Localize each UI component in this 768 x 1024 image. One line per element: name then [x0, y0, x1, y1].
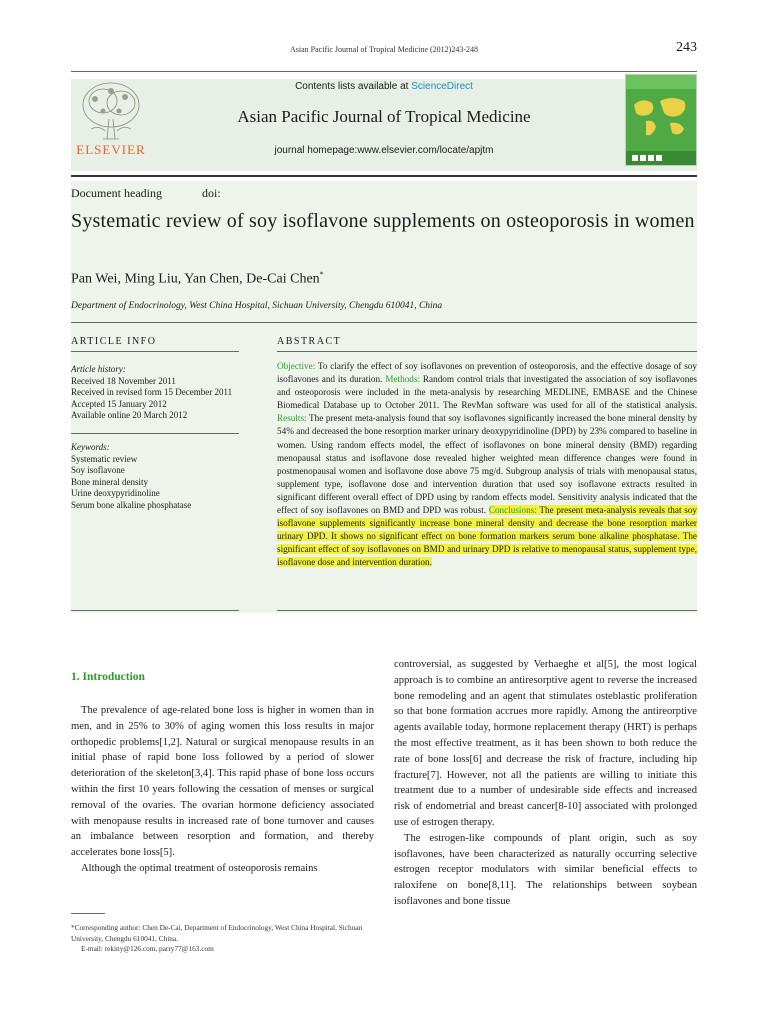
masthead-bottom-rule — [71, 175, 697, 177]
article-history — [71, 364, 241, 422]
keyword-item: Bone mineral density — [71, 476, 148, 487]
abstract-body — [277, 360, 697, 570]
history-label: Article history: — [71, 364, 126, 374]
keywords-label: Keywords: — [71, 442, 110, 452]
results-text: The present meta-analysis found that soy isoflavones significantly increased the bone mineral density by 54% and decreased the bone resorption marker urinary deoxypyridinoline (DPD) by 23% compared to baseline in women. Using random effects model, the effect of isoflavones on bone mineral density (BMD) regarding menopausal status and isoflavone dose revealed higher weighted mean difference changes were found in postmenopausal women and isoflavone dose above 75 mg/d. Subgroup analysis of trials with menopausal status, supplement type, isoflavone dose and intervention duration that used soy isoflavone extracts resulted in significant different overall effect of DPD using by random effects model. Sensitivity analysis indicated that the effect of soy isoflavones on BMD and DPD was robust. — [277, 413, 697, 516]
contents-prefix: Contents lists available at — [295, 81, 412, 92]
keyword-item: Systematic review — [71, 453, 138, 464]
abstract-bottom-rule — [277, 610, 697, 611]
email-note: E-mail: rekiny@126.com, parry77@163.com — [81, 944, 214, 953]
objective-label: Objective: — [277, 361, 316, 371]
journal-masthead — [71, 79, 697, 171]
journal-homepage[interactable]: journal homepage:www.elsevier.com/locate/apjtm — [274, 145, 494, 156]
running-head: Asian Pacific Journal of Tropical Medicine (2012)243-248 — [290, 45, 478, 54]
conclusions-label: Conclusions: — [488, 505, 537, 516]
objective-text: To clarify the effect of soy isoflavones on prevention of osteoporosis, and the effective dosage of soy isoflavones and its duration. — [277, 361, 697, 385]
footnote-rule — [71, 913, 105, 914]
history-item: Received in revised form 15 December 2011 — [71, 387, 233, 397]
results-label: Results: — [277, 413, 307, 424]
section-heading-introduction: 1. Introduction — [71, 671, 145, 683]
body-paragraph: The prevalence of age-related bone loss is higher in women than in men, and in 25% to 30% of aging women this loss results in major orthopedic problems[1,2]. Natural or surgical menopause results in an initial phase of rapid bone loss followed by a period of slower deterioration of the skeleton[3,4]. This rapid phase of bone loss occurs within the first 10 years following the cessation of menses or surgical removal of the ovaries. The ovarian hormone deficiency associated with menopause results in increased rate of bone turnover and causes an imbalance between resorption and formation, and thereby accelerates bone loss[5]. — [71, 705, 374, 859]
methods-label: Methods: — [385, 374, 421, 385]
article-info-rule — [71, 351, 239, 352]
keywords-block — [71, 442, 241, 511]
body-paragraph: Although the optimal treatment of osteoporosis remains — [81, 862, 318, 874]
corresponding-author-mark: * — [319, 270, 324, 279]
keyword-item: Serum bone alkaline phosphatase — [71, 499, 192, 510]
history-item: Available online 20 March 2012 — [71, 410, 188, 420]
article-info-heading: ARTICLE INFO — [71, 336, 157, 347]
doi-label: doi: — [202, 186, 221, 200]
document-heading: Document heading — [71, 186, 162, 200]
body-paragraph: The estrogen-like compounds of plant origin, such as soy isoflavones, have been characterized as naturally occurring selective estrogen receptor modulators with similar beneficial effects to raloxifene on bone[8,11]. The relationships between soybean isoflavones and bone tissue — [394, 832, 697, 907]
corresponding-author-note: *Corresponding author: Chen De-Cai, Department of Endocrinology, West China Hospital, Sichuan University, Chengdu 610041, China. — [71, 923, 363, 943]
footnote — [71, 923, 376, 955]
keyword-item: Soy isoflavone — [71, 465, 125, 475]
article-title: Systematic review of soy isoflavone supplements on osteoporosis in women — [71, 210, 695, 232]
author-list — [71, 270, 324, 288]
sciencedirect-link[interactable]: ScienceDirect — [411, 81, 473, 92]
contents-line — [71, 81, 697, 92]
abstract-heading: ABSTRACT — [277, 336, 342, 347]
abstract-rule — [277, 351, 697, 352]
history-rule — [71, 433, 239, 434]
history-item: Accepted 15 January 2012 — [71, 398, 167, 409]
page-number: 243 — [676, 40, 697, 55]
publisher-logo-text: ELSEVIER — [76, 142, 146, 157]
affiliation: Department of Endocrinology, West China Hospital, Sichuan University, Chengdu 610041, China — [71, 301, 443, 311]
keywords-bottom-rule — [71, 610, 239, 611]
history-item: Received 18 November 2011 — [71, 375, 176, 386]
journal-title: Asian Pacific Journal of Tropical Medicine — [237, 107, 531, 126]
body-paragraph: controversial, as suggested by Verhaeghe et al[5], the most logical approach is to combine an antiresorptive agent to reverse the increased bone remodeling and an agent that stimulates osteblastic proliferation so that bone formation accrues more rapidly. Among the antireorptive agents available today, hormone replacement therapy (HRT) is perhaps the most effective treatment, as it has been shown to both reduce the rate of bone loss[6] and decrease the risk of fracture, including hip fracture[7]. However, not all the patients are willing to initiate this treatment due to a number of undesirable side effects and increased risk of endometrial and breast cancer[8-10] associated with prolonged use of estrogen therapy. — [394, 659, 697, 828]
conclusions-text: The present meta-analysis reveals that soy isoflavone supplements significantly increase bone mineral density and decrease the bone resorption marker urinary DPD. It shows no significant effect on bone formation markers serum bone alkaline phosphatase. The significant effect of soy isoflavones on BMD and urinary DPD is relative to menopausal status, supplement type, isoflavone dose and intervention duration. — [277, 505, 698, 568]
methods-text: Random control trials that investigated the association of soy isoflavones and osteoporosis were included in the meta-analysis by researching MEDLINE, EMBASE and the Chinese Biomedical Database up to October 2011. The RevMan software was used for all of the statistical analysis. — [277, 374, 697, 411]
body-right-column — [394, 657, 697, 910]
keyword-item: Urine deoxypyridinoline — [71, 488, 160, 498]
body-left-column — [71, 703, 374, 877]
affiliation-rule — [71, 322, 697, 323]
header-rule — [71, 71, 697, 72]
authors-text: Pan Wei, Ming Liu, Yan Chen, De-Cai Chen — [71, 271, 320, 287]
journal-cover-image — [625, 74, 697, 166]
